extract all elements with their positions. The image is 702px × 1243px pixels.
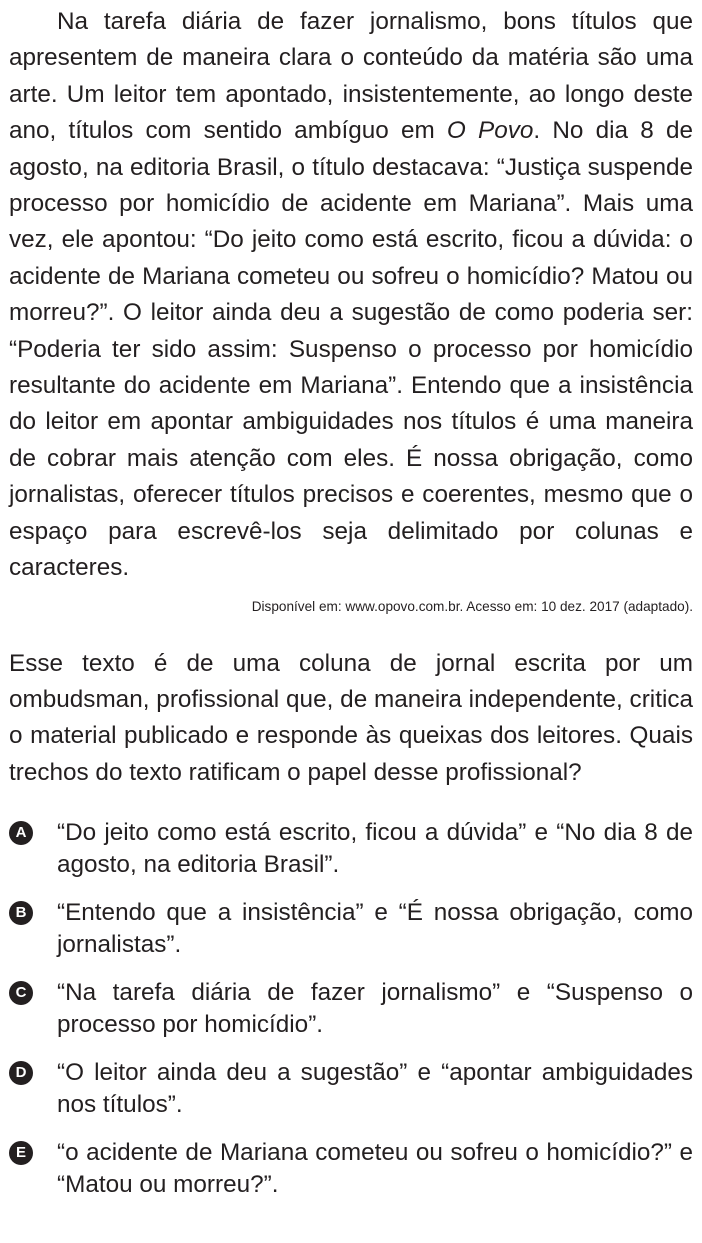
option-b[interactable]	[9, 897, 693, 961]
option-c[interactable]	[9, 977, 693, 1041]
source-citation: Disponível em: www.opovo.com.br. Acesso em: 10 dez. 2017 (adaptado).	[251, 598, 693, 614]
answer-options	[9, 817, 693, 1201]
passage-part-2: . No dia 8 de agosto, na editoria Brasil, o título destacava: “Justiça suspende processo por homicídio de acidente em Mariana”. Mais uma vez, ele apontou: “Do jeito como está escrito, ficou a dúvida: o acidente de Mariana cometeu ou sofreu o homicídio? Matou ou morreu?”. O leitor ainda deu a sugestão de como poderia ser: “Poderia ter sido assim: Suspenso o processo por homicídio resultante do acidente em Mariana”. Entendo que a insistência do leitor em apontar ambiguidades nos títulos é uma maneira de cobrar mais atenção com eles. É nossa obrigação, como jornalistas, oferecer títulos precisos e coerentes, mesmo que o espaço para escrevê-los seja delimitado por colunas e caracteres.	[9, 117, 694, 582]
option-b-text: “Entendo que a insistência” e “É nossa obrigação, como jornalistas”.	[57, 899, 693, 959]
option-c-text: “Na tarefa diária de fazer jornalismo” e “Suspenso o processo por homicídio”.	[57, 979, 693, 1039]
option-a-text: “Do jeito como está escrito, ficou a dúvida” e “No dia 8 de agosto, na editoria Brasil”.	[57, 819, 693, 879]
option-d-letter-badge: D	[9, 1061, 33, 1085]
passage-text	[9, 4, 693, 587]
newspaper-name: O Povo	[446, 117, 534, 145]
option-a-letter-badge: A	[9, 821, 33, 845]
option-a[interactable]	[9, 817, 693, 881]
question-stem: Esse texto é de uma coluna de jornal escrita por um ombudsman, profissional que, de maneira independente, critica o material publicado e responde às queixas dos leitores. Quais trechos do texto ratificam o papel desse profissional?	[9, 649, 693, 786]
option-e-text: “o acidente de Mariana cometeu ou sofreu o homicídio?” e “Matou ou morreu?”.	[57, 1139, 693, 1199]
option-d-text: “O leitor ainda deu a sugestão” e “apontar ambiguidades nos títulos”.	[57, 1059, 693, 1119]
option-d[interactable]	[9, 1057, 693, 1121]
option-e-letter-badge: E	[9, 1141, 33, 1165]
option-c-letter-badge: C	[9, 981, 33, 1005]
option-e[interactable]	[9, 1137, 693, 1201]
option-b-letter-badge: B	[9, 901, 33, 925]
passage-part-1: Na tarefa diária de fazer jornalismo, bons títulos que apresentem de maneira clara o conteúdo da matéria são uma arte. Um leitor tem apontado, insistentemente, ao longo deste ano, títulos com sentido ambíguo em	[9, 8, 693, 145]
